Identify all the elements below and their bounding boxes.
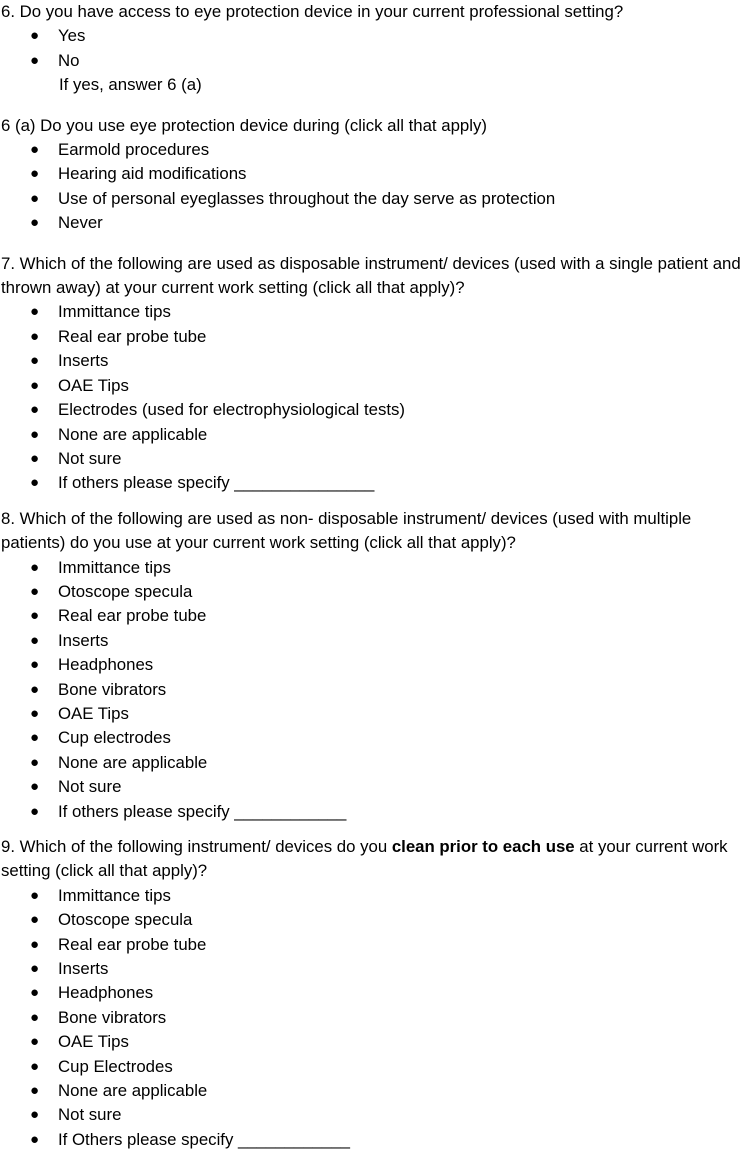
question-9-emphasis: clean prior to each use (391, 837, 575, 856)
list-item[interactable]: ● If others please specify ____________ (1, 800, 749, 824)
bullet-icon: ● (30, 165, 40, 183)
question-7-text: 7. Which of the following are used as disposable instrument/ devices (used with a single patient and thrown away) at your current work setting (click all that apply)? (1, 253, 741, 298)
list-item[interactable]: ● Real ear probe tube (1, 325, 749, 349)
list-item[interactable]: ● Cup Electrodes (1, 1055, 749, 1079)
list-item[interactable]: ● Yes (1, 24, 749, 48)
question-8 (1, 507, 749, 824)
list-item[interactable]: ● OAE Tips (1, 702, 749, 726)
bullet-icon: ● (30, 656, 40, 674)
list-item[interactable]: ● Otoscope specula (1, 580, 749, 604)
list-item[interactable]: ● Real ear probe tube (1, 933, 749, 957)
bullet-icon: ● (30, 474, 40, 492)
question-9-text: 9. Which of the following instrument/ devices do you clean prior to each use at your current work setting (click all that apply)? (1, 837, 728, 881)
question-6-note: If yes, answer 6 (a) (59, 75, 202, 95)
list-item[interactable]: ● OAE Tips (1, 1030, 749, 1054)
list-item[interactable]: ● Bone vibrators (1, 1006, 749, 1030)
bullet-icon: ● (30, 558, 40, 576)
list-item[interactable]: ● Immittance tips (1, 556, 749, 580)
list-item[interactable]: ● Electrodes (used for electrophysiological tests) (1, 398, 749, 422)
list-item[interactable]: ● Inserts (1, 957, 749, 981)
bullet-icon: ● (30, 631, 40, 649)
bullet-icon: ● (30, 189, 40, 207)
question-6a-text: 6 (a) Do you use eye protection device during (click all that apply) (1, 115, 487, 135)
question-7 (1, 252, 749, 496)
bullet-icon: ● (30, 303, 40, 321)
question-6a-options (1, 138, 749, 236)
list-item[interactable]: ● Earmold procedures (1, 138, 749, 162)
bullet-icon: ● (30, 582, 40, 600)
list-item[interactable]: ● Cup electrodes (1, 726, 749, 750)
bullet-icon: ● (30, 935, 40, 953)
bullet-icon: ● (30, 27, 40, 45)
list-item[interactable]: ● Hearing aid modifications (1, 162, 749, 186)
list-item[interactable]: ● Not sure (1, 1103, 749, 1127)
bullet-icon: ● (30, 327, 40, 345)
bullet-icon: ● (30, 778, 40, 796)
list-item[interactable]: ● Headphones (1, 653, 749, 677)
bullet-icon: ● (30, 911, 40, 929)
list-item[interactable]: ● Bone vibrators (1, 678, 749, 702)
question-9-options (1, 884, 749, 1152)
list-item[interactable]: ● No (1, 49, 749, 73)
bullet-icon: ● (30, 753, 40, 771)
bullet-icon: ● (30, 401, 40, 419)
list-item[interactable]: ● If others please specify _______________ (1, 471, 749, 495)
list-item[interactable]: ● Headphones (1, 981, 749, 1005)
bullet-icon: ● (30, 607, 40, 625)
bullet-icon: ● (30, 1106, 40, 1124)
list-item[interactable]: ● If Others please specify ____________ (1, 1128, 749, 1152)
question-7-options (1, 300, 749, 495)
bullet-icon: ● (30, 802, 40, 820)
bullet-icon: ● (30, 51, 40, 69)
bullet-icon: ● (30, 886, 40, 904)
bullet-icon: ● (30, 1082, 40, 1100)
question-8-options (1, 556, 749, 824)
bullet-icon: ● (30, 1008, 40, 1026)
list-item[interactable]: ● None are applicable (1, 423, 749, 447)
question-8-text: 8. Which of the following are used as non- disposable instrument/ devices (used with multiple patients) do you use at your current work setting (click all that apply)? (1, 508, 692, 553)
list-item[interactable]: ● Real ear probe tube (1, 604, 749, 628)
bullet-icon: ● (30, 376, 40, 394)
list-item[interactable]: ● Not sure (1, 447, 749, 471)
bullet-icon: ● (30, 449, 40, 467)
list-item[interactable]: ● Not sure (1, 775, 749, 799)
list-item[interactable]: ● Inserts (1, 629, 749, 653)
bullet-icon: ● (30, 141, 40, 159)
bullet-icon: ● (30, 1057, 40, 1075)
list-item[interactable]: ● Use of personal eyeglasses throughout the day serve as protection (1, 187, 749, 211)
list-item[interactable]: ● Inserts (1, 349, 749, 373)
list-item[interactable]: ● OAE Tips (1, 374, 749, 398)
bullet-icon: ● (30, 425, 40, 443)
bullet-icon: ● (30, 680, 40, 698)
list-item[interactable]: ● Never (1, 211, 749, 235)
question-6-options (1, 24, 749, 73)
bullet-icon: ● (30, 960, 40, 978)
bullet-icon: ● (30, 984, 40, 1002)
question-6a (1, 114, 749, 236)
question-9 (1, 835, 749, 1152)
bullet-icon: ● (30, 352, 40, 370)
bullet-icon: ● (30, 1130, 40, 1148)
bullet-icon: ● (30, 729, 40, 747)
list-item[interactable]: ● Immittance tips (1, 884, 749, 908)
list-item[interactable]: ● Otoscope specula (1, 908, 749, 932)
list-item[interactable]: ● Immittance tips (1, 300, 749, 324)
list-item[interactable]: ● None are applicable (1, 751, 749, 775)
bullet-icon: ● (30, 1033, 40, 1051)
question-6 (1, 0, 749, 98)
bullet-icon: ● (30, 214, 40, 232)
question-6-text: 6. Do you have access to eye protection device in your current professional setting? (1, 2, 624, 21)
list-item[interactable]: ● None are applicable (1, 1079, 749, 1103)
bullet-icon: ● (30, 704, 40, 722)
